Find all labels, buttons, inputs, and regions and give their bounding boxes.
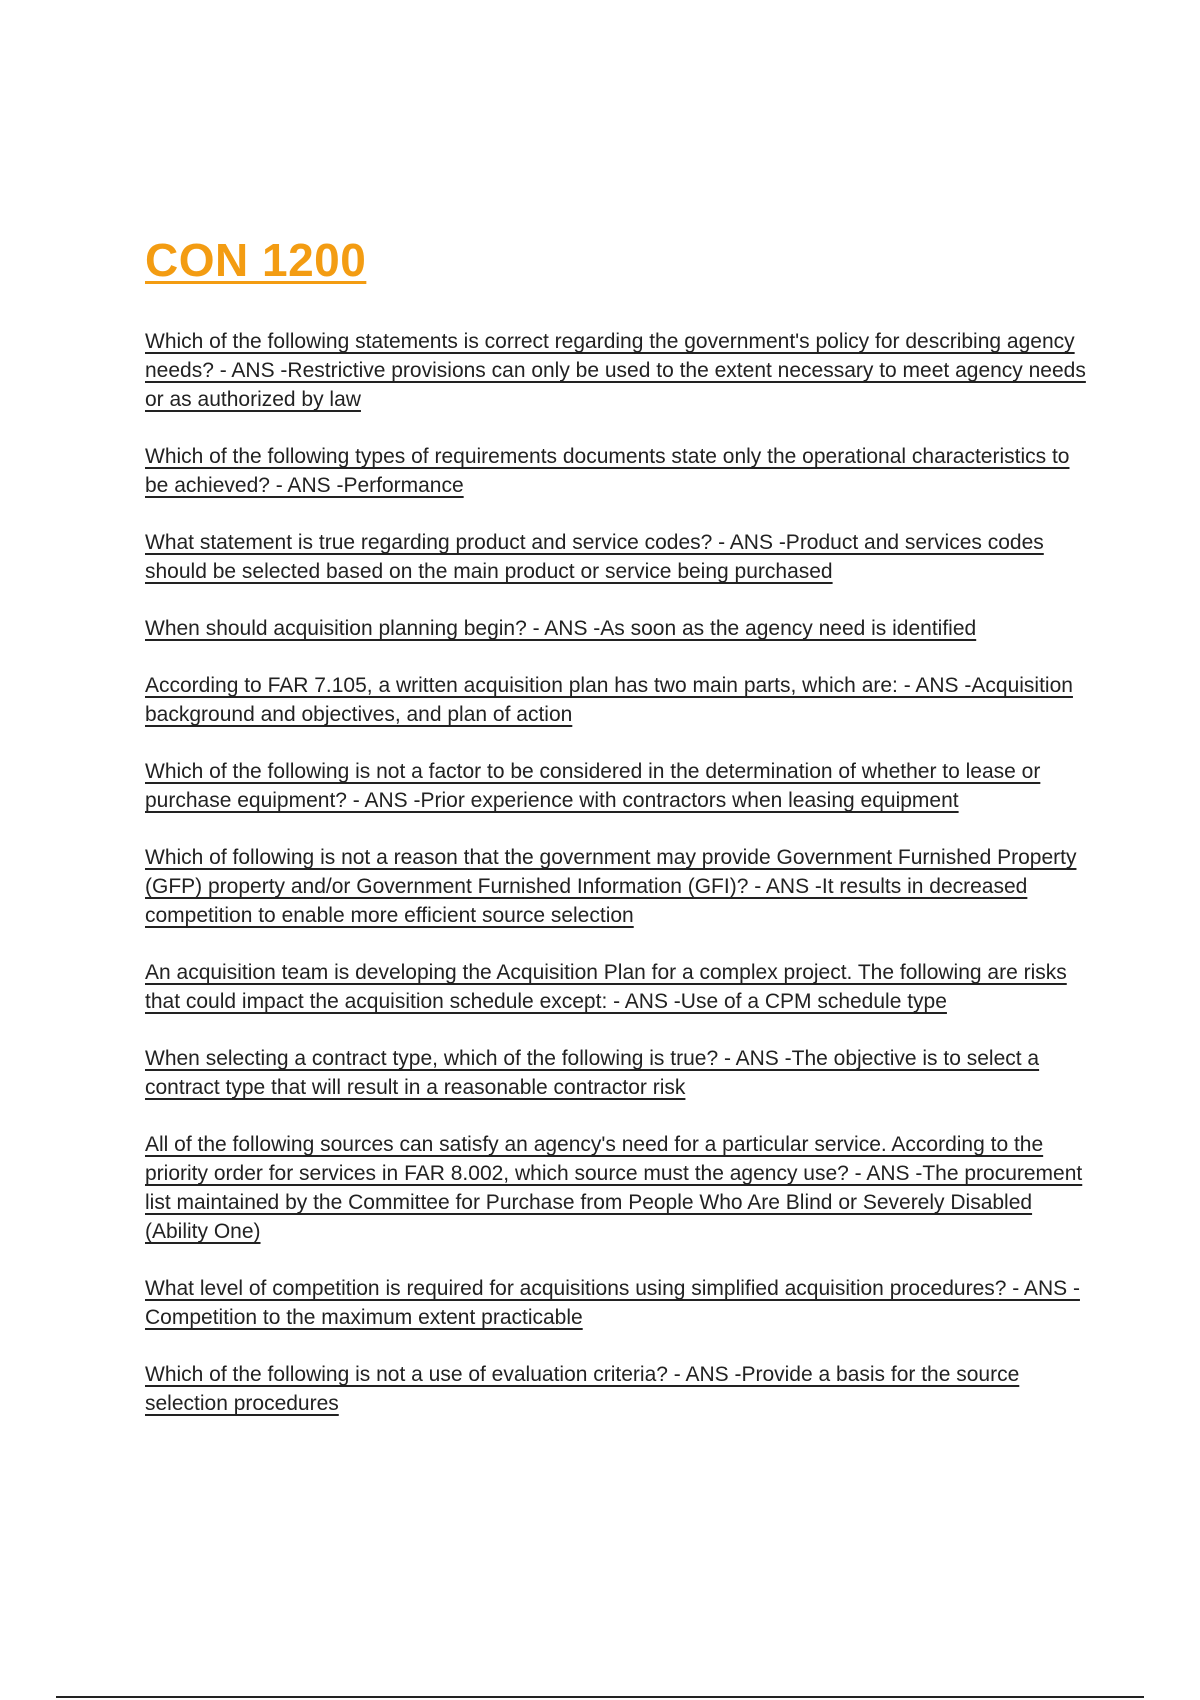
page-title: CON 1200 — [145, 234, 367, 286]
qa-item: Which of the following is not a use of evaluation criteria? - ANS -Provide a basis for the source selection procedures — [145, 1363, 1020, 1415]
qa-item: Which of the following statements is correct regarding the government's policy for describing agency needs? - ANS -Restrictive provisions can only be used to the extent necessary to meet agency needs or as authorized by law — [145, 330, 1086, 411]
qa-item: According to FAR 7.105, a written acquisition plan has two main parts, which are: - ANS -Acquisition background and objectives, and plan of action — [145, 674, 1073, 726]
qa-item: Which of the following is not a factor to be considered in the determination of whether to lease or purchase equipment? - ANS -Prior experience with contractors when leasing equipment — [145, 760, 1041, 812]
footer-divider — [56, 1696, 1144, 1698]
qa-item: When selecting a contract type, which of the following is true? - ANS -The objective is to select a contract type that will result in a reasonable contractor risk — [145, 1047, 1040, 1099]
qa-list — [145, 327, 1090, 1446]
qa-item: All of the following sources can satisfy an agency's need for a particular service. According to the priority order for services in FAR 8.002, which source must the agency use? - ANS -The procurement list maintained by the Committee for Purchase from People Who Are Blind or Severely Disabled (Ability One) — [145, 1133, 1083, 1243]
qa-item: What statement is true regarding product and service codes? - ANS -Product and services codes should be selected based on the main product or service being purchased — [145, 531, 1044, 583]
qa-item: Which of following is not a reason that the government may provide Government Furnished Property (GFP) property and/or Government Furnished Information (GFI)? - ANS -It results in decreased competition to enable more efficient source selection — [145, 846, 1077, 927]
qa-item: Which of the following types of requirements documents state only the operational characteristics to be achieved? - ANS -Performance — [145, 445, 1070, 497]
qa-item: An acquisition team is developing the Acquisition Plan for a complex project. The following are risks that could impact the acquisition schedule except: - ANS -Use of a CPM schedule type — [145, 961, 1067, 1013]
qa-item: What level of competition is required for acquisitions using simplified acquisition procedures? - ANS -Competition to the maximum extent practicable — [145, 1277, 1080, 1329]
qa-item: When should acquisition planning begin? - ANS -As soon as the agency need is identified — [145, 617, 977, 640]
